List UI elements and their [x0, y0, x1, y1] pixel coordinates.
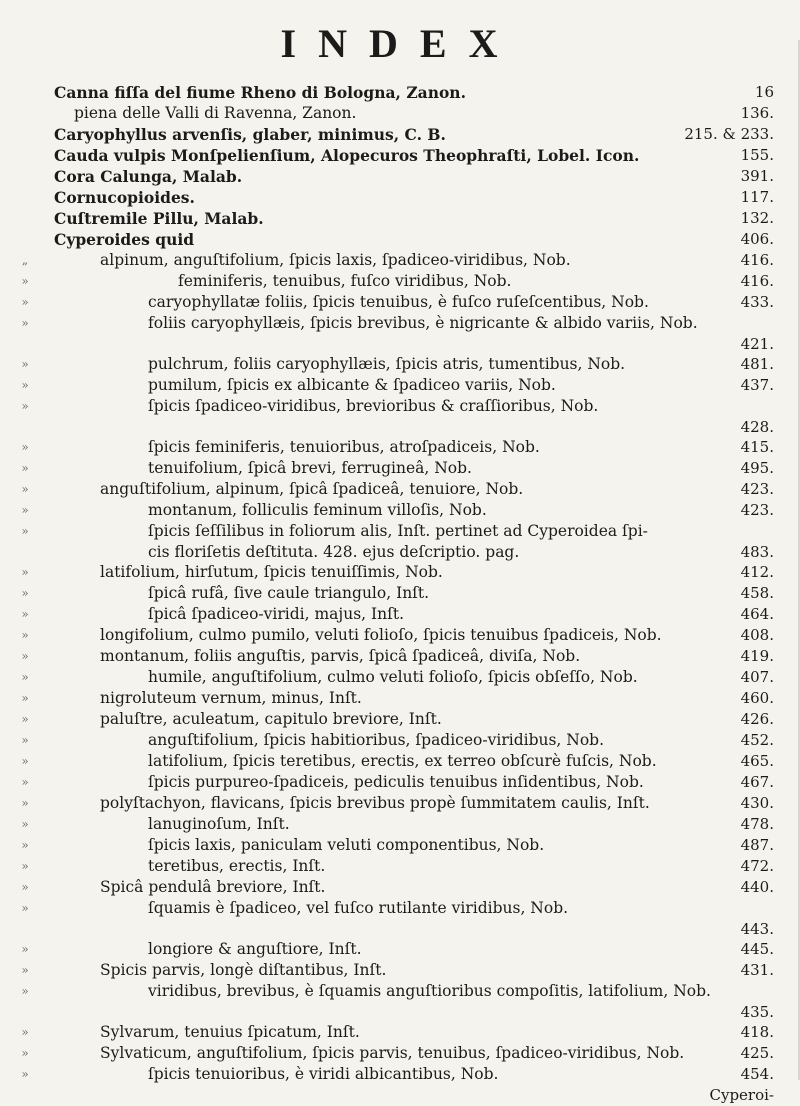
index-entry: [16, 271, 780, 292]
ditto-mark: »: [21, 1046, 29, 1060]
index-entry: [16, 145, 780, 166]
ditto-mark: »: [21, 440, 29, 454]
entry-text: Sylvaticum, anguſtifolium, ſpicis parvis, tenuibus, ſpadiceo-viridibus, Nob.: [100, 1044, 685, 1062]
entry-text: ſpicis purpureo-ſpadiceis, pediculis tenuibus inſidentibus, Nob.: [148, 773, 644, 791]
index-entry: [16, 396, 780, 417]
entry-text: alpinum, anguſtifolium, ſpicis laxis, ſpadiceo-viridibus, Nob.: [100, 251, 571, 269]
entry-text: ſpicâ rufâ, ſive caule triangulo, Inſt.: [148, 584, 430, 602]
ditto-mark: »: [21, 524, 29, 538]
page-reference: 117.: [740, 188, 774, 206]
page-reference: 435.: [740, 1003, 774, 1021]
index-entry: [16, 313, 780, 334]
index-entry: [16, 835, 780, 856]
page-reference: 487.: [740, 836, 774, 854]
ditto-mark: »: [21, 796, 29, 810]
entry-text: ſpicis ſpadiceo-viridibus, brevioribus & craſſioribus, Nob.: [148, 397, 599, 415]
entry-text: Cuſtremile Pillu, Malab.: [54, 209, 264, 228]
entry-text: cis floriſetis deſtituta. 428. ejus deſcriptio. pag.: [148, 543, 520, 561]
entry-text: Spicis parvis, longè diſtantibus, Inſt.: [100, 961, 387, 979]
ditto-mark: »: [21, 901, 29, 915]
index-entry: [16, 521, 780, 542]
entry-text: foliis caryophyllæis, ſpicis brevibus, è nigricante & albido variis, Nob.: [148, 314, 698, 332]
entry-text: Spicâ pendulâ breviore, Inſt.: [100, 878, 326, 896]
page-reference: 155.: [740, 146, 774, 164]
entry-text: ſpicis tenuioribus, è viridi albicantibus, Nob.: [148, 1065, 499, 1083]
page-reference: 16: [754, 83, 774, 101]
entry-text: montanum, foliis anguſtis, parvis, ſpicâ ſpadiceâ, diviſa, Nob.: [100, 647, 581, 665]
index-entry: [16, 103, 780, 124]
entry-text: ſpicis laxis, paniculam veluti componentibus, Nob.: [148, 836, 545, 854]
page-reference: 433.: [740, 293, 774, 311]
index-entry: [16, 898, 780, 919]
index-entry: [16, 583, 780, 604]
entry-text: ſpicis feminiferis, tenuioribus, atroſpadiceis, Nob.: [148, 438, 540, 456]
ditto-mark: »: [21, 1067, 29, 1081]
index-entry: [16, 625, 780, 646]
ditto-mark: »: [21, 754, 29, 768]
page-reference: 452.: [740, 731, 774, 749]
index-entry: [16, 166, 780, 187]
page-reference: 454.: [740, 1065, 774, 1083]
entry-text: latifolium, hirſutum, ſpicis tenuiſſimis, Nob.: [100, 563, 443, 581]
ditto-mark: »: [21, 399, 29, 413]
index-entry: [16, 479, 780, 500]
index-entry: [16, 981, 780, 1002]
ditto-mark: »: [21, 1025, 29, 1039]
index-entry: [16, 417, 780, 437]
ditto-mark: »: [21, 775, 29, 789]
entry-text: longiore & anguſtiore, Inſt.: [148, 940, 362, 958]
entry-text: polyſtachyon, flavicans, ſpicis brevibus propè ſummitatem caulis, Inſt.: [100, 794, 650, 812]
ditto-mark: „: [21, 253, 29, 267]
index-entry: [16, 334, 780, 354]
entry-text: ſquamis è ſpadiceo, vel fuſco rutilante viridibus, Nob.: [148, 899, 569, 917]
index-entry: [16, 542, 780, 562]
index-entry: [16, 919, 780, 939]
index-entry: [16, 1064, 780, 1085]
page-reference: 407.: [740, 668, 774, 686]
index-entry: [16, 1002, 780, 1022]
page-reference: 412.: [740, 563, 774, 581]
index-entry: [16, 187, 780, 208]
page-reference: 423.: [740, 501, 774, 519]
page-reference: 136.: [740, 104, 774, 122]
page-reference: 464.: [740, 605, 774, 623]
page-reference: 416.: [740, 272, 774, 290]
page-reference: 467.: [740, 773, 774, 791]
index-entry: [16, 688, 780, 709]
ditto-mark: »: [21, 503, 29, 517]
page-reference: 458.: [740, 584, 774, 602]
page-reference: 481.: [740, 355, 774, 373]
page-reference: 416.: [740, 251, 774, 269]
entry-text: pulchrum, foliis caryophyllæis, ſpicis atris, tumentibus, Nob.: [148, 355, 626, 373]
index-entry: [16, 939, 780, 960]
entry-text: Cornucopioides.: [54, 188, 195, 207]
ditto-mark: »: [21, 357, 29, 371]
page-reference: 445.: [740, 940, 774, 958]
page-reference: 483.: [740, 543, 774, 561]
index-entry: [16, 375, 780, 396]
page-reference: 472.: [740, 857, 774, 875]
index-entry: [16, 960, 780, 981]
ditto-mark: »: [21, 733, 29, 747]
index-entry: [16, 709, 780, 730]
entry-text: longifolium, culmo pumilo, veluti folioſo, ſpicis tenuibus ſpadiceis, Nob.: [100, 626, 662, 644]
page-reference: 431.: [740, 961, 774, 979]
ditto-mark: »: [21, 565, 29, 579]
entry-text: paluſtre, aculeatum, capitulo breviore, Inſt.: [100, 710, 442, 728]
ditto-mark: »: [21, 963, 29, 977]
index-entry: [16, 667, 780, 688]
entry-text: anguſtifolium, alpinum, ſpicâ ſpadiceâ, tenuiore, Nob.: [100, 480, 524, 498]
ditto-mark: »: [21, 649, 29, 663]
page-reference: 406.: [740, 230, 774, 248]
catchword: Cyperoi-: [709, 1086, 774, 1104]
entry-text: caryophyllatæ foliis, ſpicis tenuibus, è fuſco ruſeſcentibus, Nob.: [148, 293, 649, 311]
ditto-mark: »: [21, 461, 29, 475]
page-reference: 443.: [740, 920, 774, 938]
entry-text: anguſtifolium, ſpicis habitioribus, ſpadiceo-viridibus, Nob.: [148, 731, 605, 749]
page-reference: 418.: [740, 1023, 774, 1041]
index-entry: [16, 82, 780, 103]
entry-text: feminiferis, tenuibus, fuſco viridibus, Nob.: [178, 272, 512, 290]
page-reference: 391.: [740, 167, 774, 185]
page-reference: 132.: [740, 209, 774, 227]
page-reference: 428.: [740, 418, 774, 436]
page-reference: 425.: [740, 1044, 774, 1062]
index-entry: [16, 772, 780, 793]
ditto-mark: »: [21, 482, 29, 496]
index-entry: [16, 229, 780, 250]
index-entries: [16, 82, 780, 1106]
entry-text: ſpicis ſeſſilibus in foliorum alis, Inſt. pertinet ad Cyperoidea ſpi-: [148, 522, 648, 540]
page-reference: 440.: [740, 878, 774, 896]
entry-text: viridibus, brevibus, è ſquamis anguſtioribus compoſitis, latifolium, Nob.: [148, 982, 711, 1000]
page-reference: 421.: [740, 335, 774, 353]
page-reference: 415.: [740, 438, 774, 456]
ditto-mark: »: [21, 628, 29, 642]
ditto-mark: »: [21, 378, 29, 392]
entry-text: Cora Calunga, Malab.: [54, 167, 243, 186]
page-reference: 408.: [740, 626, 774, 644]
entry-text: pumilum, ſpicis ex albicante & ſpadiceo variis, Nob.: [148, 376, 556, 394]
page-reference: 495.: [740, 459, 774, 477]
index-entry: [16, 354, 780, 375]
index-entry: [16, 793, 780, 814]
index-entry: [16, 877, 780, 898]
entry-text: Caryophyllus arvenſis, glaber, minimus, C. B.: [54, 125, 446, 144]
index-entry: [16, 208, 780, 229]
entry-text: nigroluteum vernum, minus, Inſt.: [100, 689, 362, 707]
catchword-row: [16, 1085, 780, 1106]
index-entry: [16, 437, 780, 458]
ditto-mark: »: [21, 942, 29, 956]
index-entry: [16, 646, 780, 667]
index-entry: [16, 856, 780, 877]
ditto-mark: »: [21, 316, 29, 330]
ditto-mark: »: [21, 274, 29, 288]
ditto-mark: »: [21, 670, 29, 684]
entry-text: teretibus, erectis, Inſt.: [148, 857, 326, 875]
page-reference: 426.: [740, 710, 774, 728]
page-reference: 430.: [740, 794, 774, 812]
index-entry: [16, 814, 780, 835]
page-reference: 437.: [740, 376, 774, 394]
ditto-mark: »: [21, 691, 29, 705]
index-entry: [16, 292, 780, 313]
page-reference: 460.: [740, 689, 774, 707]
entry-text: montanum, folliculis feminum villoſis, Nob.: [148, 501, 487, 519]
page-title: INDEX: [280, 21, 520, 66]
ditto-mark: »: [21, 880, 29, 894]
entry-text: Canna fiſſa del fiume Rheno di Bologna, Zanon.: [54, 83, 466, 102]
entry-text: tenuifolium, ſpicâ brevi, ferrugineâ, Nob.: [148, 459, 472, 477]
index-entry: [16, 562, 780, 583]
ditto-mark: »: [21, 586, 29, 600]
ditto-mark: »: [21, 859, 29, 873]
ditto-mark: »: [21, 712, 29, 726]
entry-text: Cyperoides quid: [54, 230, 195, 249]
ditto-mark: »: [21, 838, 29, 852]
ditto-mark: »: [21, 817, 29, 831]
page-reference: 423.: [740, 480, 774, 498]
index-entry: [16, 124, 780, 145]
page-reference: 215. & 233.: [684, 125, 774, 143]
index-entry: [16, 604, 780, 625]
ditto-mark: »: [21, 607, 29, 621]
ditto-mark: »: [21, 984, 29, 998]
entry-text: lanuginoſum, Inſt.: [148, 815, 290, 833]
index-entry: [16, 250, 780, 271]
entry-text: ſpicâ ſpadiceo-viridi, majus, Inſt.: [148, 605, 405, 623]
index-entry: [16, 751, 780, 772]
entry-text: Cauda vulpis Monſpelienſium, Alopecuros Theophraſti, Lobel. Icon.: [54, 146, 640, 165]
page-reference: 419.: [740, 647, 774, 665]
entry-text: Sylvarum, tenuius ſpicatum, Inſt.: [100, 1023, 360, 1041]
ditto-mark: »: [21, 295, 29, 309]
index-entry: [16, 500, 780, 521]
index-entry: [16, 1022, 780, 1043]
index-entry: [16, 730, 780, 751]
page-reference: 465.: [740, 752, 774, 770]
index-entry: [16, 458, 780, 479]
entry-text: latifolium, ſpicis teretibus, erectis, ex terreo obſcurè fuſcis, Nob.: [148, 752, 657, 770]
index-entry: [16, 1043, 780, 1064]
entry-text: piena delle Valli di Ravenna, Zanon.: [74, 104, 357, 122]
entry-text: humile, anguſtifolium, culmo veluti folioſo, ſpicis obſeſſo, Nob.: [148, 668, 638, 686]
page-reference: 478.: [740, 815, 774, 833]
